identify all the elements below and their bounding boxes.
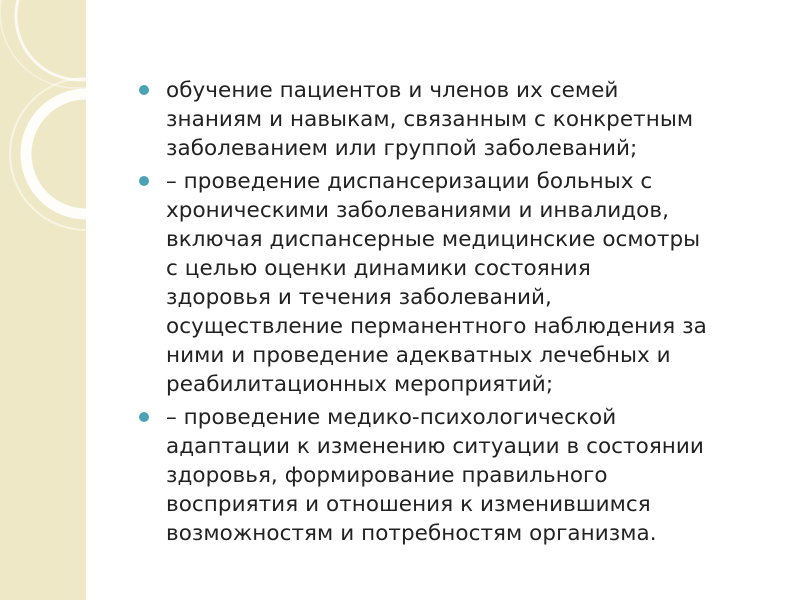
slide-content [136,76,776,552]
bullet-dot-icon [139,176,149,186]
decorative-circles-icon [0,0,86,600]
list-item [136,167,776,399]
list-item [136,403,776,548]
bullet-text: – проведение медико-психологической адаптации к изменению ситуации в состоянии здоровья, формирование правильного восприятия и отношения к изменившимся возможностям и потребностям организма. [166,405,704,546]
decorative-side-panel [0,0,86,600]
bullet-dot-icon [139,412,149,422]
bullet-dot-icon [139,85,149,95]
bullet-text: обучение пациентов и членов их семей знаниям и навыкам, связанным с конкретным заболеванием или группой заболеваний; [166,78,694,161]
bullet-list [136,76,776,548]
list-item [136,76,776,163]
bullet-text: – проведение диспансеризации больных с хроническими заболеваниями и инвалидов, включая диспансерные медицинские осмотры с целью оценки динамики состояния здоровья и течения заболеваний, осуществление перманентного наблюдения за ними и проведение адекватных лечебных и реабилитационных мероприятий; [166,169,707,397]
